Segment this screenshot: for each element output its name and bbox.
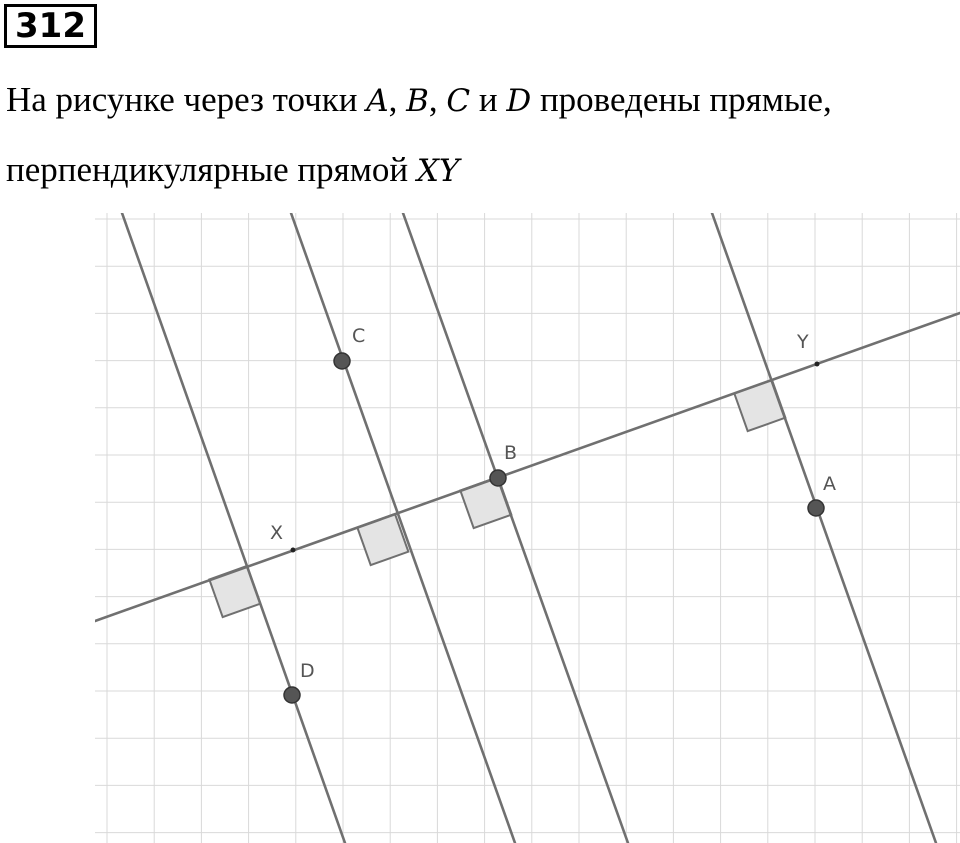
label-d: D — [300, 660, 315, 682]
perpendicular-through-c — [291, 213, 518, 843]
text-part: , — [388, 80, 407, 119]
right-angle-mark — [734, 380, 785, 431]
text-part: На рисунке через точки — [6, 80, 367, 119]
problem-text-line-1 — [6, 80, 832, 120]
point-b — [490, 470, 506, 486]
label-a: A — [823, 473, 836, 495]
label-c: C — [352, 325, 366, 347]
var-a: A — [366, 83, 389, 119]
label-x: X — [270, 522, 284, 544]
grid — [95, 213, 960, 843]
problem-number: 312 — [4, 4, 97, 48]
right-angle-mark — [460, 477, 511, 528]
text-part: перпендикулярные прямой — [6, 150, 417, 189]
point-labels — [270, 325, 836, 682]
text-part: и — [470, 80, 507, 119]
perpendicular-through-b — [403, 213, 628, 843]
var-xy: XY — [416, 153, 460, 189]
point-a — [808, 500, 824, 516]
problem-text-line-2 — [6, 150, 459, 190]
var-b: B — [406, 83, 429, 119]
point-c — [334, 353, 350, 369]
perpendicular-through-d — [122, 213, 345, 843]
var-d: D — [506, 83, 532, 119]
text-part: проведены прямые, — [531, 80, 832, 119]
label-b: B — [504, 442, 518, 464]
right-angle-mark — [209, 566, 260, 617]
line-xy — [95, 313, 960, 621]
perpendicular-through-a — [712, 213, 936, 843]
var-c: C — [446, 83, 471, 119]
text-part: , — [428, 80, 447, 119]
lines — [95, 213, 960, 843]
point-x — [291, 548, 296, 553]
point-y — [815, 362, 820, 367]
label-y: Y — [797, 331, 809, 353]
point-d — [284, 687, 300, 703]
geometry-diagram — [95, 213, 960, 843]
